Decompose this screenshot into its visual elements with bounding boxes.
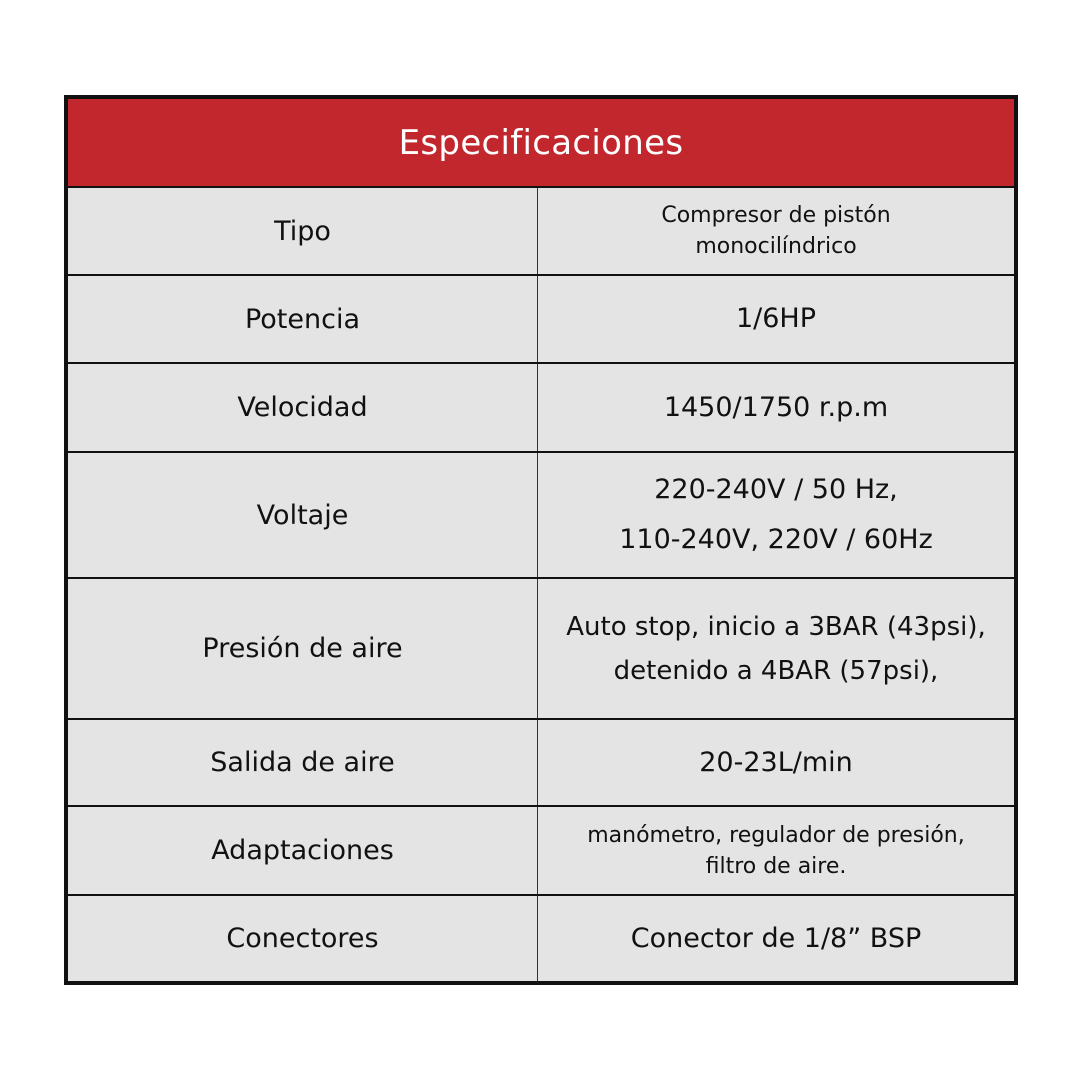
- table-header: [68, 99, 1014, 188]
- row-label: Voltaje: [68, 453, 538, 577]
- row-value-line: Conector de 1/8” BSP: [630, 922, 922, 954]
- row-value-line: 220-240V / 50 Hz,: [654, 474, 898, 505]
- specifications-table: [64, 95, 1018, 985]
- row-value-line: monocilíndrico: [695, 234, 857, 259]
- row-value-line: 20-23L/min: [699, 746, 853, 778]
- row-label: Potencia: [68, 276, 538, 362]
- row-voltaje: [68, 453, 1014, 579]
- row-value: [538, 896, 1014, 981]
- row-value-line: filtro de aire.: [705, 853, 847, 879]
- row-value: [538, 364, 1014, 451]
- row-label: Salida de aire: [68, 720, 538, 805]
- row-label: Velocidad: [68, 364, 538, 451]
- row-value-line: manómetro, regulador de presión,: [587, 822, 965, 848]
- row-value: [538, 807, 1014, 894]
- row-value: [538, 579, 1014, 718]
- row-conectores: [68, 896, 1014, 981]
- row-value-line: Compresor de pistón: [661, 203, 891, 228]
- row-value: [538, 720, 1014, 805]
- row-value: [538, 453, 1014, 577]
- row-label: Adaptaciones: [68, 807, 538, 894]
- row-tipo: [68, 188, 1014, 276]
- row-velocidad: [68, 364, 1014, 453]
- row-value-line: 1450/1750 r.p.m: [663, 391, 889, 423]
- row-potencia: [68, 276, 1014, 364]
- row-label: Conectores: [68, 896, 538, 981]
- row-value-line: Auto stop, inicio a 3BAR (43psi),: [566, 611, 986, 642]
- row-value-line: 1/6HP: [735, 303, 817, 334]
- row-presion-de-aire: [68, 579, 1014, 720]
- row-value: [538, 188, 1014, 274]
- row-label: Presión de aire: [68, 579, 538, 718]
- row-adaptaciones: [68, 807, 1014, 896]
- row-salida-de-aire: [68, 720, 1014, 807]
- row-label: Tipo: [68, 188, 538, 274]
- table-title: Especificaciones: [398, 122, 684, 163]
- row-value-line: detenido a 4BAR (57psi),: [613, 655, 939, 686]
- row-value-line: 110-240V, 220V / 60Hz: [619, 524, 933, 555]
- row-value: [538, 276, 1014, 362]
